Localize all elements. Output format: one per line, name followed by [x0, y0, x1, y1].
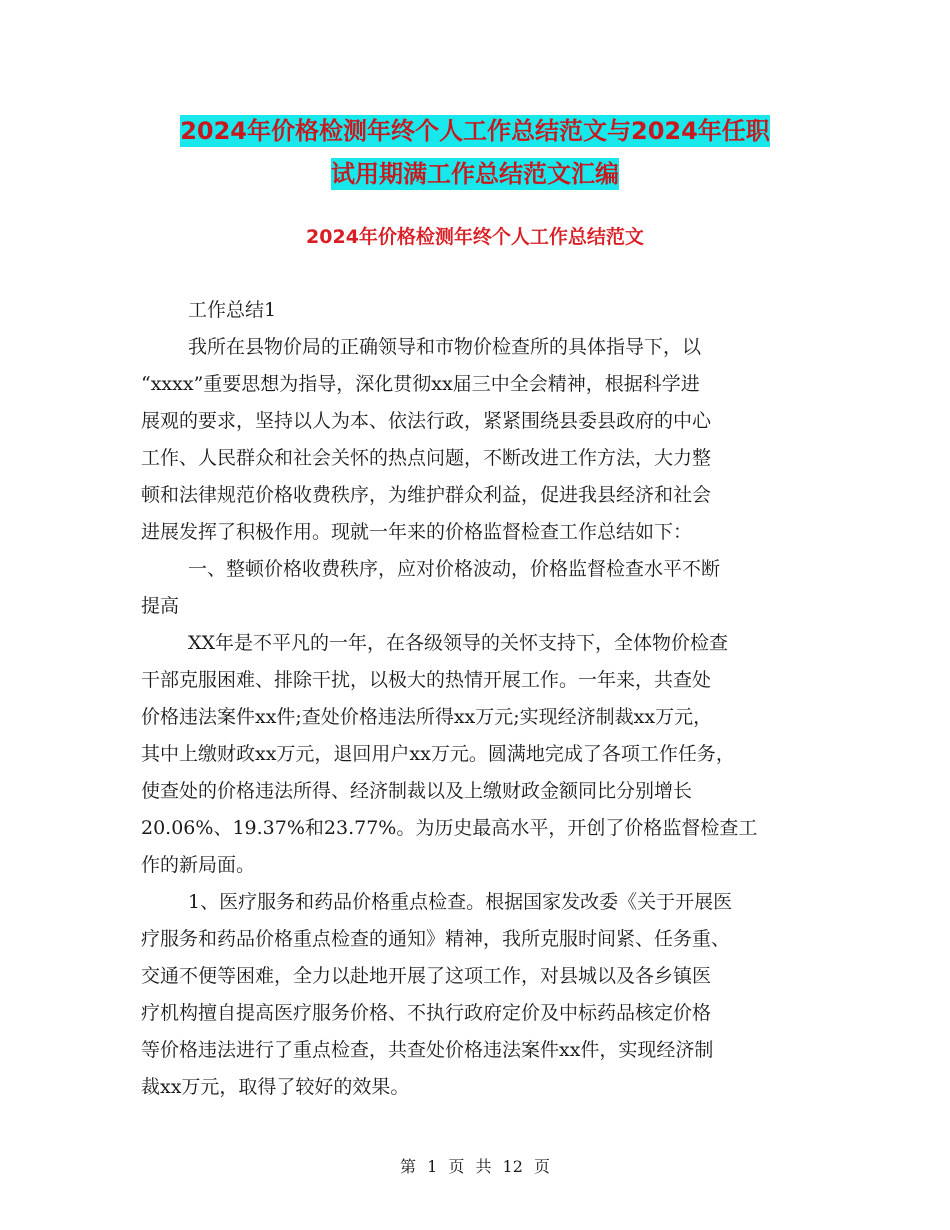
- body-line: 提高: [141, 595, 180, 617]
- body-line: 作的新局面。: [141, 854, 256, 876]
- body-line: 使查处的价格违法所得、经济制裁以及上缴财政金额同比分别增长: [141, 780, 693, 802]
- body-line: 工作总结1: [188, 299, 277, 321]
- body-line: 展观的要求，坚持以人为本、依法行政，紧紧围绕县委县政府的中心: [141, 410, 712, 432]
- body-line: 等价格违法进行了重点检查，共查处价格违法案件xx件，实现经济制: [141, 1039, 714, 1061]
- page-number-footer: 第 1 页 共 12 页: [400, 1157, 550, 1176]
- body-line: 疗服务和药品价格重点检查的通知》精神，我所克服时间紧、任务重、: [141, 928, 731, 950]
- body-line: 裁xx万元，取得了较好的效果。: [141, 1076, 410, 1098]
- body-line: 顿和法律规范价格收费秩序，为维护群众利益，促进我县经济和社会: [141, 484, 712, 506]
- body-line: 我所在县物价局的正确领导和市物价检查所的具体指导下，以: [188, 336, 702, 358]
- body-line: 进展发挥了积极作用。现就一年来的价格监督检查工作总结如下：: [141, 521, 693, 543]
- body-line: XX年是不平凡的一年，在各级领导的关怀支持下，全体物价检查: [188, 632, 729, 654]
- body-line: 工作、人民群众和社会关怀的热点问题，不断改进工作方法，大力整: [141, 447, 712, 469]
- document-title-line-2: 试用期满工作总结范文汇编: [331, 160, 619, 188]
- body-line: 疗机构擅自提高医疗服务价格、不执行政府定价及中标药品核定价格: [141, 1002, 712, 1024]
- body-line: 干部克服困难、排除干扰，以极大的热情开展工作。一年来，共查处: [141, 669, 712, 691]
- body-line: “xxxx”重要思想为指导，深化贯彻xx届三中全会精神，根据科学进: [141, 373, 700, 395]
- document-title-line-1: 2024年价格检测年终个人工作总结范文与2024年任职: [180, 117, 770, 145]
- section-title: 2024年价格检测年终个人工作总结范文: [306, 226, 644, 248]
- body-line: 20.06%、19.37%和23.77%。为历史最高水平，开创了价格监督检查工: [141, 817, 758, 839]
- body-line: 一、整顿价格收费秩序，应对价格波动，价格监督检查水平不断: [188, 558, 721, 580]
- body-line: 价格违法案件xx件;查处价格违法所得xx万元;实现经济制裁xx万元，: [141, 706, 713, 728]
- body-line: 其中上缴财政xx万元，退回用户xx万元。圆满地完成了各项工作任务，: [141, 743, 735, 765]
- body-line: 1、医疗服务和药品价格重点检查。根据国家发改委《关于开展医: [188, 891, 733, 913]
- body-line: 交通不便等困难，全力以赴地开展了这项工作，对县城以及各乡镇医: [141, 965, 712, 987]
